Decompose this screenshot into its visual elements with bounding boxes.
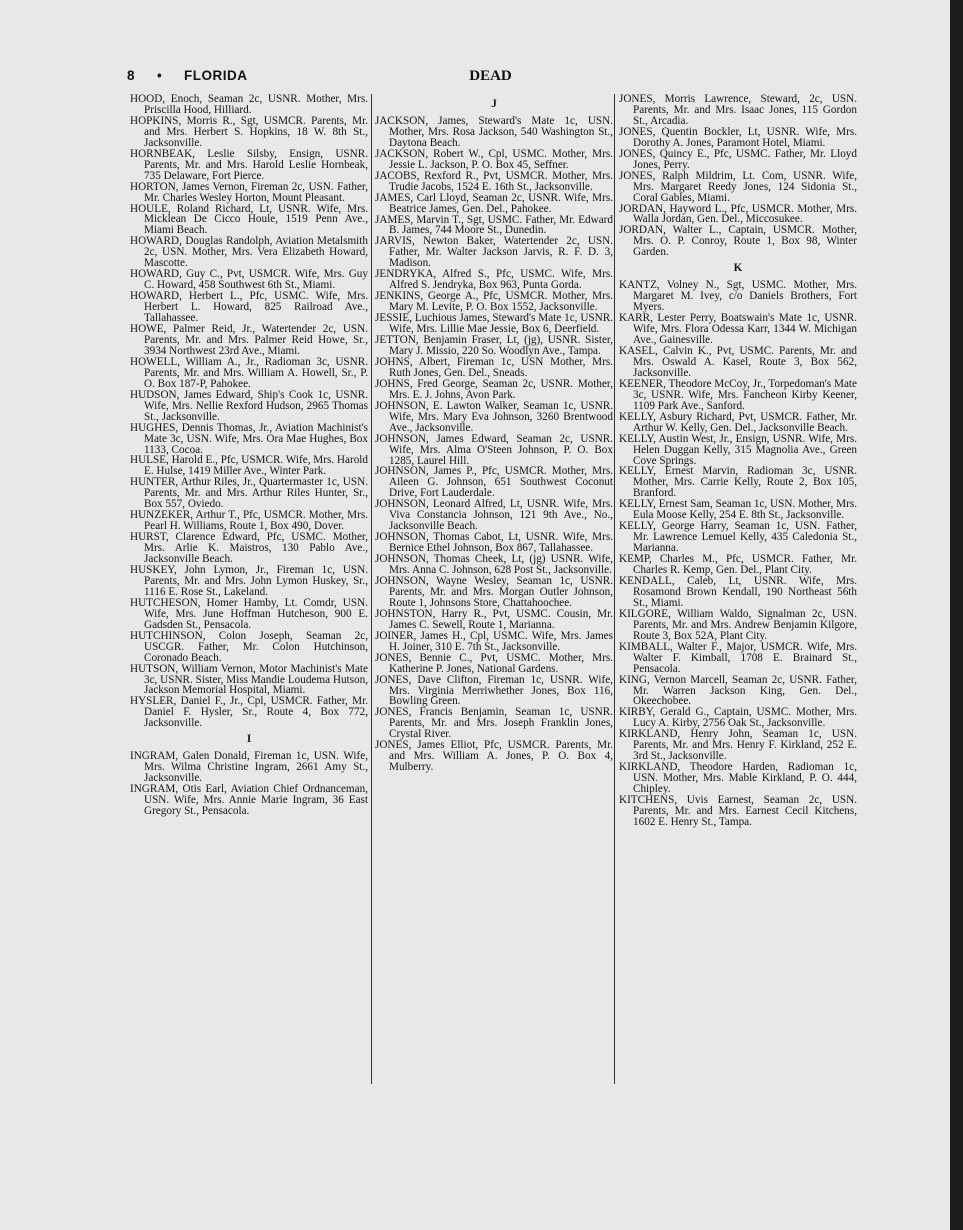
header-bullet: • bbox=[157, 68, 162, 83]
casualty-entry: JONES, Morris Lawrence, Steward, 2c, USN. Parents, Mr. and Mrs. Isaac Jones, 115 Gordon St., Arcadia. bbox=[619, 93, 857, 127]
letter-heading: K bbox=[733, 262, 743, 275]
section-title: DEAD bbox=[469, 68, 512, 84]
casualty-entry: JESSIE, Luchious James, Steward's Mate 1c, USNR. Wife, Mrs. Lillie Mae Jessie, Box 6, Deerfield. bbox=[375, 312, 613, 336]
casualty-entry: HOWARD, Herbert L., Pfc, USMC. Wife, Mrs. Herbert L. Howard, 825 Railroad Ave., Tallahassee. bbox=[130, 290, 368, 325]
casualty-entry: JARVIS, Newton Baker, Watertender 2c, USN. Father, Mr. Walter Jackson Jarvis, R. F. D. 3, Madison. bbox=[375, 235, 613, 270]
casualty-entry: JONES, Quentin Bockler, Lt, USNR. Wife, Mrs. Dorothy A. Jones, Paramont Hotel, Miami. bbox=[619, 125, 857, 149]
casualty-entry: JOHNSON, James P., Pfc, USMCR. Mother, Mrs. Aileen G. Johnson, 651 Southwest Coconut Drive, Fort Lauderdale. bbox=[375, 465, 613, 500]
casualty-entry: JONES, Dave Clifton, Fireman 1c, USNR. Wife, Mrs. Virginia Merriwhether Jones, Box 116, Bowling Green. bbox=[375, 673, 613, 708]
casualty-entry: JORDAN, Walter L., Captain, USMCR. Mother, Mrs. O. P. Conroy, Route 1, Box 98, Winter Garden. bbox=[619, 224, 857, 259]
casualty-entry: KELLY, Austin West, Jr., Ensign, USNR. Wife, Mrs. Helen Duggan Kelly, 315 Magnolia Ave., Green Cove Springs. bbox=[619, 432, 857, 467]
casualty-entry: KIRBY, Gerald G., Captain, USMC. Mother, Mrs. Lucy A. Kirby, 2756 Oak St., Jacksonville. bbox=[619, 706, 857, 730]
casualty-entry: HUNZEKER, Arthur T., Pfc, USMCR. Mother, Mrs. Pearl H. Williams, Route 1, Box 490, Dover. bbox=[130, 509, 368, 533]
casualty-entry: JOINER, James H., Cpl, USMC. Wife, Mrs. James H. Joiner, 310 E. 7th St., Jacksonville. bbox=[375, 629, 613, 653]
casualty-entry: KENDALL, Caleb, Lt, USNR. Wife, Mrs. Rosamond Brown Kendall, 190 Northeast 56th St., Miami. bbox=[619, 574, 857, 609]
state-name: FLORIDA bbox=[184, 68, 248, 83]
casualty-entry: JOHNSON, Thomas Cabot, Lt, USNR. Wife, Mrs. Bernice Ethel Johnson, Box 867, Tallahassee. bbox=[375, 531, 613, 555]
casualty-entry: KIRKLAND, Theodore Harden, Radioman 1c, USN. Mother, Mrs. Mable Kirkland, P. O. 444, Chipley. bbox=[619, 761, 857, 796]
casualty-entry: JOHNSON, Leonard Alfred, Lt, USNR. Wife, Mrs. Viva Constancia Johnson, 121 9th Ave., No., Jacksonville Beach. bbox=[375, 498, 613, 533]
casualty-entry: KELLY, Ernest Sam, Seaman 1c, USN. Mother, Mrs. Eula Moose Kelly, 254 E. 8th St., Jacksonville. bbox=[619, 498, 857, 522]
casualty-entry: JOHNS, Albert, Fireman 1c, USN Mother, Mrs. Ruth Jones, Gen. Del., Sneads. bbox=[375, 355, 613, 379]
column-2 bbox=[375, 94, 613, 773]
casualty-entry: HOULE, Roland Richard, Lt, USNR. Wife, Mrs. Micklean De Cicco Houle, 1519 Penn Ave., Miami Beach. bbox=[130, 202, 368, 237]
casualty-entry: HOWELL, William A., Jr., Radioman 3c, USNR. Parents, Mr. and Mrs. William A. Howell, Sr., P. O. Box 187-P, Pahokee. bbox=[130, 355, 368, 390]
casualty-entry: JACKSON, James, Steward's Mate 1c, USN. Mother, Mrs. Rosa Jackson, 540 Washington St., Daytona Beach. bbox=[375, 114, 613, 149]
casualty-entry: HUGHES, Dennis Thomas, Jr., Aviation Machinist's Mate 3c, USN. Wife, Mrs. Ora Mae Hughes, Box 1133, Cocoa. bbox=[130, 421, 368, 456]
page-header bbox=[127, 68, 854, 88]
casualty-entry: HUTCHINSON, Colon Joseph, Seaman 2c, USCGR. Father, Mr. Colon Hutchinson, Coronado Beach. bbox=[130, 629, 368, 664]
casualty-entry: JOHNSTON, Harry R., Pvt, USMC. Cousin, Mr. James C. Sewell, Route 1, Marianna. bbox=[375, 607, 613, 631]
casualty-entry: KELLY, Ernest Marvin, Radioman 3c, USNR. Mother, Mrs. Carrie Kelly, Route 2, Box 105, Branford. bbox=[619, 465, 857, 500]
casualty-entry: INGRAM, Galen Donald, Fireman 1c, USN. Wife, Mrs. Wilma Christine Ingram, 2661 Amy St., Jacksonville. bbox=[130, 750, 368, 785]
casualty-entry: HUDSON, James Edward, Ship's Cook 1c, USNR. Wife, Mrs. Nellie Rexford Hudson, 2965 Thomas St., Jacksonville. bbox=[130, 388, 368, 423]
casualty-entry: KING, Vernon Marcell, Seaman 2c, USNR. Father, Mr. Warren Jackson King, Gen. Del., Okeechobee. bbox=[619, 673, 857, 708]
casualty-entry: JENKINS, George A., Pfc, USMCR. Mother, Mrs. Mary M. Levite, P. O. Box 1552, Jacksonville. bbox=[375, 290, 613, 314]
casualty-entry: JOHNS, Fred George, Seaman 2c, USNR. Mother, Mrs. E. J. Johns, Avon Park. bbox=[375, 377, 613, 401]
casualty-entry: HOOD, Enoch, Seaman 2c, USNR. Mother, Mrs. Priscilla Hood, Hilliard. bbox=[130, 93, 368, 116]
casualty-entry: JAMES, Marvin T., Sgt, USMC. Father, Mr. Edward B. James, 744 Moore St., Dunedin. bbox=[375, 213, 613, 237]
column-1 bbox=[130, 94, 368, 817]
casualty-entry: JORDAN, Hayword L., Pfc, USMCR. Mother, Mrs. Walla Jordan, Gen. Del., Miccosukee. bbox=[619, 202, 857, 226]
casualty-entry: JOHNSON, E. Lawton Walker, Seaman 1c, USNR. Wife, Mrs. Mary Eva Johnson, 3260 Brentwood Ave., Jacksonville. bbox=[375, 399, 613, 434]
casualty-entry: HUTCHESON, Homer Hamby, Lt. Comdr, USN. Wife, Mrs. June Hoffman Hutcheson, 900 E. Gadsden St., Pensacola. bbox=[130, 596, 368, 631]
casualty-entry: KELLY, Asbury Richard, Pvt, USMCR. Father, Mr. Arthur W. Kelly, Gen. Del., Jacksonville Beach. bbox=[619, 410, 857, 434]
casualty-entry: KARR, Lester Perry, Boatswain's Mate 1c, USNR. Wife, Mrs. Flora Odessa Karr, 1344 W. Michigan Ave., Gainesville. bbox=[619, 312, 857, 347]
casualty-entry: KIMBALL, Walter F., Major, USMCR. Wife, Mrs. Walter F. Kimball, 1708 E. Brainard St., Pensacola. bbox=[619, 640, 857, 675]
casualty-entry: KEENER, Theodore McCoy, Jr., Torpedoman's Mate 3c, USNR. Wife, Mrs. Fancheon Kirby Keener, 1109 Park Ave., Sanford. bbox=[619, 377, 857, 412]
casualty-entry: HOPKINS, Morris R., Sgt, USMCR. Parents, Mr. and Mrs. Herbert S. Hopkins, 18 W. 8th St., Jacksonville. bbox=[130, 114, 368, 149]
column-3 bbox=[619, 94, 857, 828]
letter-heading: I bbox=[246, 733, 252, 746]
casualty-entry: HURST, Clarence Edward, Pfc, USMC. Mother, Mrs. Arlie K. Maistros, 130 Pablo Ave., Jacksonville Beach. bbox=[130, 531, 368, 566]
casualty-entry: JONES, Bennie C., Pvt, USMC. Mother, Mrs. Katherine P. Jones, National Gardens. bbox=[375, 651, 613, 675]
casualty-entry: HOWARD, Guy C., Pvt, USMCR. Wife, Mrs. Guy C. Howard, 458 Southwest 6th St., Miami. bbox=[130, 268, 368, 292]
column-divider bbox=[614, 94, 615, 1084]
page-number: 8 bbox=[127, 68, 135, 83]
casualty-entry: INGRAM, Otis Earl, Aviation Chief Ordnanceman, USN. Wife, Mrs. Annie Marie Ingram, 36 East Gregory St., Pensacola. bbox=[130, 783, 368, 817]
casualty-entry: JENDRYKA, Alfred S., Pfc, USMC. Wife, Mrs. Alfred S. Jendryka, Box 963, Punta Gorda. bbox=[375, 268, 613, 292]
casualty-entry: HOWARD, Douglas Randolph, Aviation Metalsmith 2c, USN. Mother, Mrs. Vera Elizabeth Howard, Mascotte. bbox=[130, 235, 368, 270]
casualty-entry: JONES, Francis Benjamin, Seaman 1c, USNR. Parents, Mr. and Mrs. Joseph Franklin Jones, Crystal River. bbox=[375, 706, 613, 741]
casualty-entry: HULSE, Harold E., Pfc, USMCR. Wife, Mrs. Harold E. Hulse, 1419 Miller Ave., Winter Park. bbox=[130, 454, 368, 478]
casualty-entry: HOWE, Palmer Reid, Jr., Watertender 2c, USN. Parents, Mr. and Mrs. Palmer Reid Howe, Sr., 3934 Northwest 23rd Ave., Miami. bbox=[130, 323, 368, 357]
casualty-entry: KILGORE, William Waldo, Signalman 2c, USN. Parents, Mr. and Mrs. Andrew Benjamin Kilgore, Route 3, Box 52A, Plant City. bbox=[619, 607, 857, 642]
casualty-entry: KEMP, Charles M., Pfc, USMCR. Father, Mr. Charles R. Kemp, Gen. Del., Plant City. bbox=[619, 553, 857, 577]
casualty-entry: JACOBS, Rexford R., Pvt, USMCR. Mother, Mrs. Trudie Jacobs, 1524 E. 16th St., Jacksonville. bbox=[375, 169, 613, 193]
casualty-entry: HUTSON, William Vernon, Motor Machinist's Mate 3c, USNR. Sister, Miss Mandie Loudema Hutson, Jackson Memorial Hospital, Miami. bbox=[130, 662, 368, 697]
casualty-entry: KIRKLAND, Henry John, Seaman 1c, USN. Parents, Mr. and Mrs. Henry F. Kirkland, 252 E. 3rd St., Jacksonville. bbox=[619, 728, 857, 763]
casualty-entry: JONES, Quincy E., Pfc, USMC. Father, Mr. Lloyd Jones, Perry. bbox=[619, 147, 857, 171]
casualty-entry: JOHNSON, James Edward, Seaman 2c, USNR. Wife, Mrs. Alma O'Steen Johnson, P. O. Box 1285, Laurel Hill. bbox=[375, 432, 613, 467]
casualty-entry: HYSLER, Daniel F., Jr., Cpl, USMCR. Father, Mr. Daniel F. Hysler, Sr., Route 4, Box 772, Jacksonville. bbox=[130, 695, 368, 730]
casualty-entry: HORNBEAK, Leslie Silsby, Ensign, USNR. Parents, Mr. and Mrs. Harold Leslie Hornbeak, 735 Delaware, Fort Pierce. bbox=[130, 147, 368, 182]
casualty-entry: JAMES, Carl Lloyd, Seaman 2c, USNR. Wife, Mrs. Beatrice James, Gen. Del., Pahokee. bbox=[375, 191, 613, 215]
casualty-entry: KASEL, Calvin K., Pvt, USMC. Parents, Mr. and Mrs. Oswald A. Kasel, Route 3, Box 562, Jacksonville. bbox=[619, 344, 857, 379]
casualty-entry: JONES, James Elliot, Pfc, USMCR. Parents, Mr. and Mrs. William A. Jones, P. O. Box 4, Mulberry. bbox=[375, 739, 613, 774]
letter-heading: J bbox=[491, 98, 497, 110]
casualty-entry: JOHNSON, Thomas Cheek, Lt, (jg) USNR. Wife, Mrs. Anna C. Johnson, 628 Post St., Jacksonville. bbox=[375, 553, 613, 577]
casualty-entry: KELLY, George Harry, Seaman 1c, USN. Father, Mr. Lawrence Lemuel Kelly, 435 Caledonia St., Marianna. bbox=[619, 520, 857, 555]
casualty-entry: JOHNSON, Wayne Wesley, Seaman 1c, USNR. Parents, Mr. and Mrs. Morgan Outler Johnson, Route 1, Johnsons Store, Chattahoochee. bbox=[375, 574, 613, 609]
casualty-entry: HORTON, James Vernon, Fireman 2c, USN. Father, Mr. Charles Wesley Horton, Mount Pleasant. bbox=[130, 180, 368, 204]
casualty-entry: JETTON, Benjamin Fraser, Lt, (jg), USNR. Sister, Mary J. Missio, 220 So. Woodlyn Ave., Tampa. bbox=[375, 334, 613, 357]
casualty-entry: JACKSON, Robert W., Cpl, USMC. Mother, Mrs. Jessie L. Jackson, P. O. Box 45, Seffner. bbox=[375, 147, 613, 171]
casualty-entry: HUNTER, Arthur Riles, Jr., Quartermaster 1c, USN. Parents, Mr. and Mrs. Arthur Riles Hunter, Sr., Box 557, Oviedo. bbox=[130, 476, 368, 511]
casualty-entry: KANTZ, Volney N., Sgt, USMC. Mother, Mrs. Margaret M. Ivey, c/o Daniels Brothers, Fort Myers. bbox=[619, 279, 857, 314]
casualty-entry: JONES, Ralph Mildrim, Lt. Com, USNR. Wife, Mrs. Margaret Reedy Jones, 124 Sidonia St., Coral Gables, Miami. bbox=[619, 169, 857, 204]
column-divider bbox=[371, 94, 372, 1084]
casualty-entry: KITCHENS, Uvis Earnest, Seaman 2c, USN. Parents, Mr. and Mrs. Earnest Cecil Kitchens, 1602 E. Henry St., Tampa. bbox=[619, 794, 857, 828]
casualty-entry: HUSKEY, John Lymon, Jr., Fireman 1c, USN. Parents, Mr. and Mrs. John Lymon Huskey, Sr., 1116 E. Rose St., Lakeland. bbox=[130, 563, 368, 598]
